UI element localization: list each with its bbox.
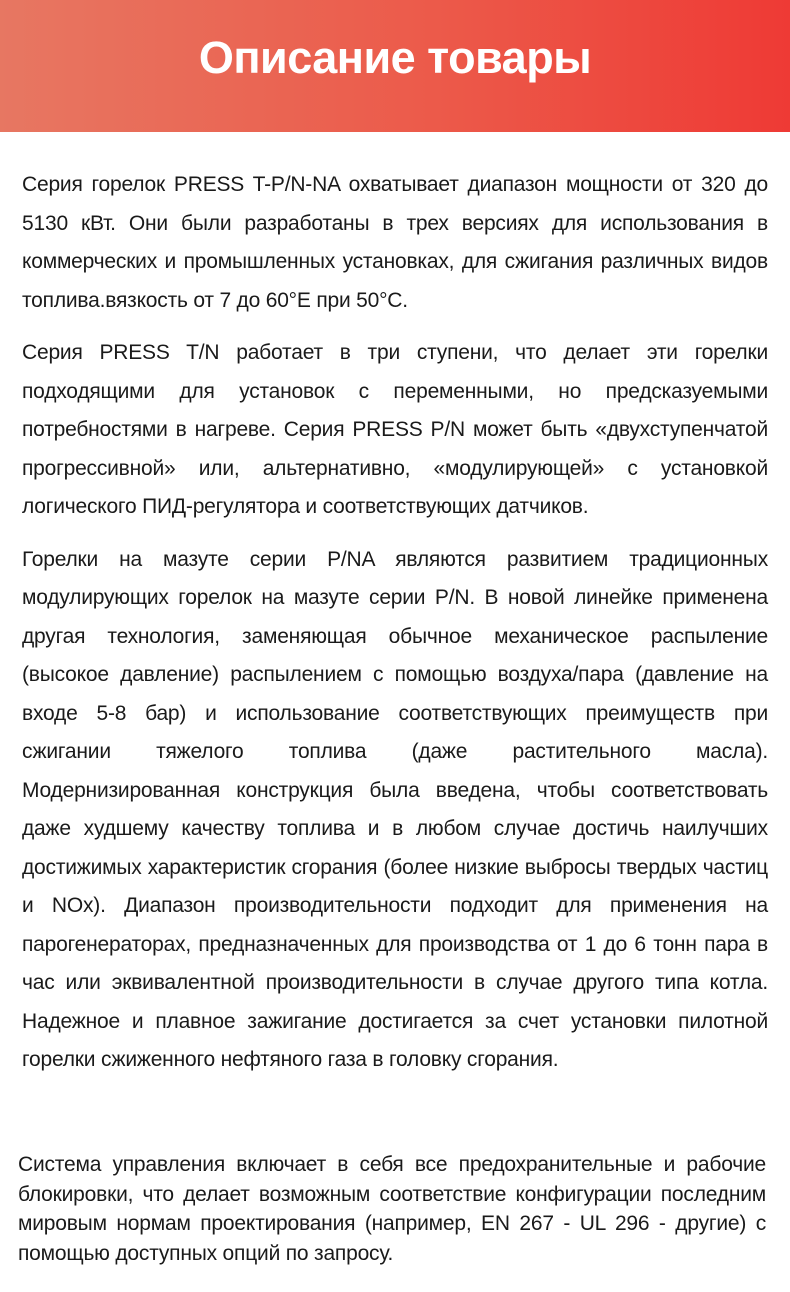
paragraph-press-tn: Серия PRESS T/N работает в три ступени, что делает эти горелки подходящими для установок с переменными, но предсказуемыми потребностями в нагреве. Серия PRESS P/N может быть «двухступенчатой прогрессивной» или, альтернативно, «модулирующей» с установкой логического ПИД-регулятора и соответствующих датчиков. [22, 341, 768, 518]
header-banner [0, 0, 790, 132]
description-body [22, 166, 768, 1080]
paragraph-intro: Серия горелок PRESS T-P/N-NA охватывает диапазон мощности от 320 до 5130 кВт. Они были разработаны в трех версиях для использования в коммерческих и промышленных установках, для сжигания различных видов топлива.вязкость от 7 до 60°E при 50°C. [22, 173, 768, 312]
paragraph-control-system: Система управления включает в себя все предохранительные и рабочие блокировки, что делает возможным соответствие конфигурации последним мировым нормам проектирования (например, EN 267 - UL 296 - другие) с помощью доступных опций по запросу. [18, 1153, 766, 1265]
page-title: Описание товары [198, 32, 592, 83]
paragraph-pna-burners: Горелки на мазуте серии P/NA являются развитием традиционных модулирующих горелок на мазуте серии P/N. В новой линейке применена другая технология, заменяющая обычное механическое распыление (высокое давление) распылением с помощью воздуха/пара (давление на входе 5-8 бар) и использование соответствующих преимуществ при сжигании тяжелого топлива (даже растительного масла). Модернизированная конструкция была введена, чтобы соответствовать даже худшему качеству топлива и в любом случае достичь наилучших достижимых характеристик сгорания (более низкие выбросы твердых частиц и NOx). Диапазон производительности подходит для применения на парогенераторах, предназначенных для производства от 1 до 6 тонн пара в час или эквивалентной производительности в случае другого типа котла. Надежное и плавное зажигание достигается за счет установки пилотной горелки сжиженного нефтяного газа в головку сгорания. [22, 547, 768, 1071]
